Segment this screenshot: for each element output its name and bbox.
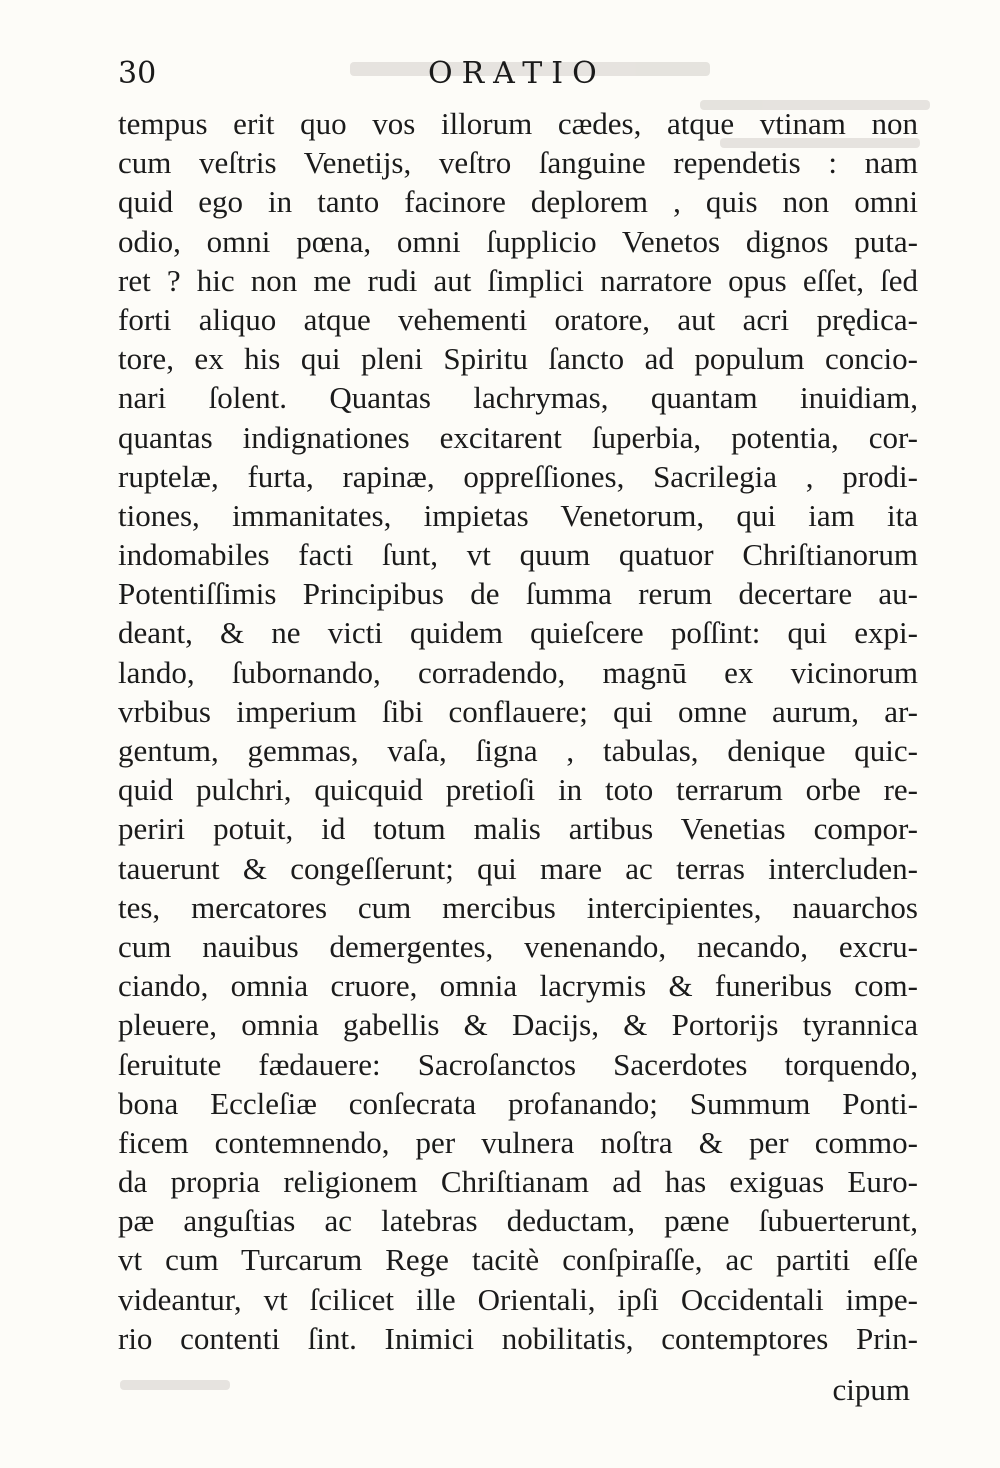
text-line: lando, ſubornando, corradendo, magnū ex vicinorum bbox=[118, 654, 918, 690]
text-line: tes, mercatores cum mercibus intercipientes, nauarchos bbox=[118, 889, 918, 925]
text-line: deant, & ne victi quidem quieſcere poſſint: qui expi- bbox=[118, 615, 918, 651]
page-number: 30 bbox=[118, 56, 157, 91]
text-line: ficem contemnendo, per vulnera noſtra & per commo- bbox=[118, 1124, 918, 1160]
text-line: forti aliquo atque vehementi oratore, aut acri prędica- bbox=[118, 301, 918, 337]
text-line: nari ſolent. Quantas lachrymas, quantam inuidiam, bbox=[118, 380, 918, 416]
text-line: ciando, omnia cruore, omnia lacrymis & funeribus com- bbox=[118, 968, 918, 1004]
text-line: pleuere, omnia gabellis & Dacijs, & Portorijs tyrannica bbox=[118, 1007, 918, 1043]
text-line: cum veſtris Venetijs, veſtro ſanguine rependetis : nam bbox=[118, 145, 918, 181]
text-line: tauerunt & congeſſerunt; qui mare ac terras intercluden- bbox=[118, 850, 918, 886]
text-line: vrbibus imperium ſibi conflauere; qui omne aurum, ar- bbox=[118, 693, 918, 729]
text-line: da propria religionem Chriſtianam ad has exiguas Euro- bbox=[118, 1164, 918, 1200]
text-line: cum nauibus demergentes, venenando, necando, excru- bbox=[118, 928, 918, 964]
page-header bbox=[118, 50, 938, 94]
text-line: pæ anguſtias ac latebras deductam, pæne ſubuerterunt, bbox=[118, 1203, 918, 1239]
text-line: quid pulchri, quicquid pretioſi in toto terrarum orbe re- bbox=[118, 772, 918, 808]
text-line: quid ego in tanto facinore deplorem , quis non omni bbox=[118, 184, 918, 220]
text-line: tore, ex his qui pleni Spiritu ſancto ad populum concio- bbox=[118, 341, 918, 377]
body-text bbox=[118, 104, 918, 1358]
text-line: tiones, immanitates, impietas Venetorum, qui iam ita bbox=[118, 497, 918, 533]
text-line: quantas indignationes excitarent ſuperbia, potentia, cor- bbox=[118, 419, 918, 455]
catchword: cipum bbox=[832, 1372, 910, 1407]
text-line: periri potuit, id totum malis artibus Venetias compor- bbox=[118, 811, 918, 847]
text-line: ſeruitute fædauere: Sacroſanctos Sacerdotes torquendo, bbox=[118, 1046, 918, 1082]
text-line: ret ? hic non me rudi aut ſimplici narratore opus eſſet, ſed bbox=[118, 262, 918, 298]
text-line: ruptelæ, furta, rapinæ, oppreſſiones, Sacrilegia , prodi- bbox=[118, 458, 918, 494]
text-line: indomabiles facti ſunt, vt quum quatuor Chriſtianorum bbox=[118, 537, 918, 573]
text-line: Potentiſſimis Principibus de ſumma rerum decertare au- bbox=[118, 576, 918, 612]
text-line: rio contenti ſint. Inimici nobilitatis, contemptores Prin- bbox=[118, 1320, 918, 1356]
text-line: odio, omni pœna, omni ſupplicio Venetos dignos puta- bbox=[118, 223, 918, 259]
text-line: vt cum Turcarum Rege tacitè conſpiraſſe, ac partiti eſſe bbox=[118, 1242, 918, 1278]
text-line: videantur, vt ſcilicet ille Orientali, ipſi Occidentali impe- bbox=[118, 1281, 918, 1317]
text-line: tempus erit quo vos illorum cædes, atque vtinam non bbox=[118, 106, 918, 141]
text-line: bona Eccleſiæ conſecrata profanando; Summum Ponti- bbox=[118, 1085, 918, 1121]
running-title: ORATIO bbox=[428, 56, 606, 91]
text-line: gentum, gemmas, vaſa, ſigna , tabulas, denique quic- bbox=[118, 733, 918, 768]
